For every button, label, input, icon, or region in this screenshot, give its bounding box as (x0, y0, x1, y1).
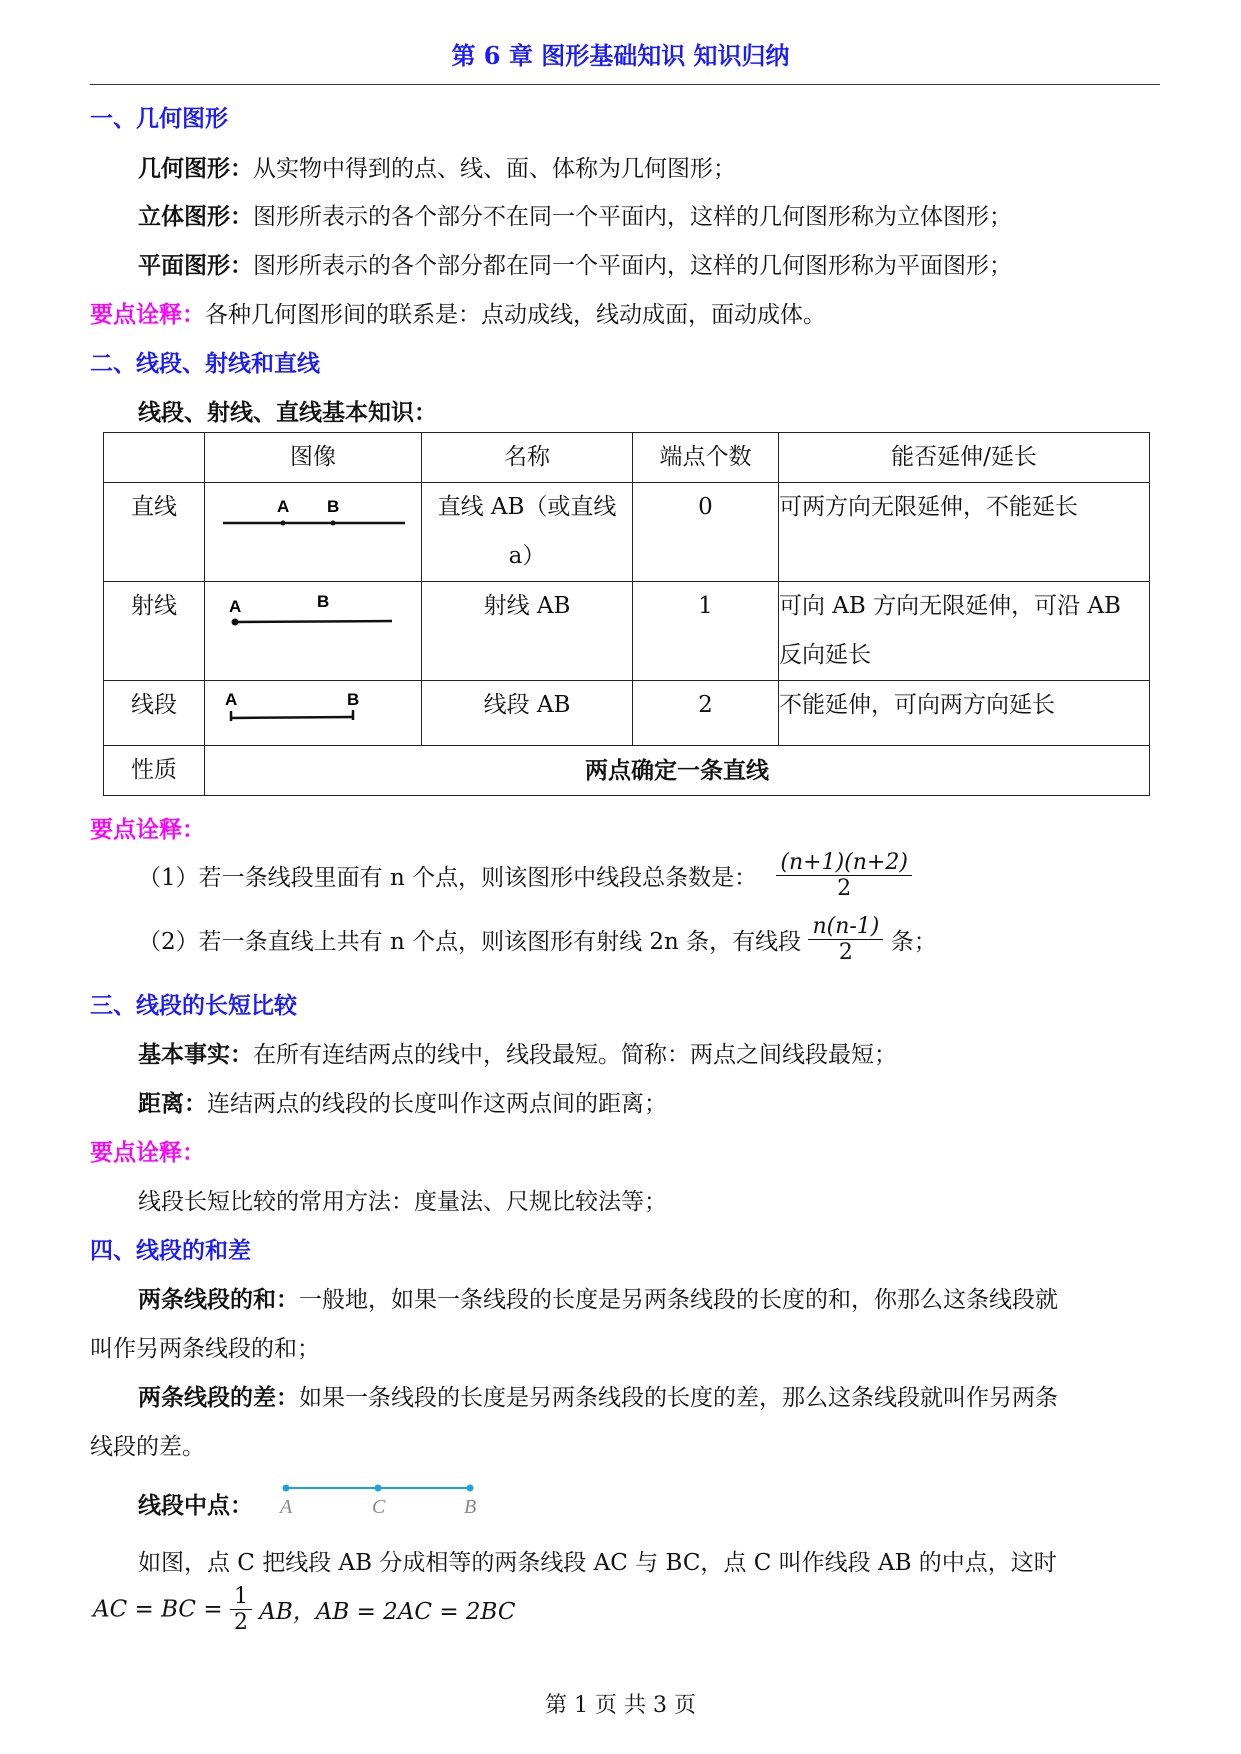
basic-fact (138, 1036, 897, 1069)
type-cell: 射线 (104, 582, 205, 681)
numerator: 1 (230, 1584, 252, 1610)
note-tail: 条； (890, 929, 937, 955)
segment-figure (205, 681, 421, 739)
property-row (104, 746, 1150, 796)
table-header-row (104, 433, 1150, 483)
point-label-b: B (327, 497, 340, 516)
image-cell (205, 582, 422, 681)
formula-left: AC = BC = (93, 1596, 223, 1623)
name-cell: 射线 AB (422, 582, 633, 681)
header-cell: 图像 (205, 433, 422, 483)
point-label-a: A (277, 497, 290, 516)
numerator: (n+1)(n+2) (776, 850, 912, 876)
line-figure (205, 483, 421, 553)
formula-right: AB，AB = 2AC = 2BC (259, 1599, 516, 1625)
note-text: （1）若一条线段里面有 n 个点，则该图形中线段总条数是： (138, 865, 758, 891)
sum-definition-line2: 叫作另两条线段的和； (90, 1336, 320, 1362)
table-row (104, 483, 1150, 582)
term: 平面图形： (138, 252, 253, 279)
name-cell: 线段 AB (422, 681, 633, 746)
term: 立体图形： (138, 203, 253, 230)
point-label-b: B (347, 690, 360, 709)
point-label-a: A (225, 690, 238, 709)
section-heading-1: 一、几何图形 (90, 105, 228, 132)
point-label-b: B (464, 1496, 477, 1518)
property-label: 性质 (104, 746, 205, 796)
header-cell (104, 433, 205, 483)
type-cell: 线段 (104, 681, 205, 746)
type-cell: 直线 (104, 483, 205, 582)
ends-cell: 0 (633, 483, 779, 582)
diff-definition-line2: 线段的差。 (90, 1434, 205, 1460)
definition-text: 连结两点的线段的长度叫作这两点间的距离； (207, 1091, 667, 1117)
note-1 (90, 296, 826, 329)
point-label-a: A (229, 597, 242, 616)
midpoint-term: 线段中点： (138, 1492, 253, 1519)
definition-text: 一般地，如果一条线段的长度是另两条线段的长度的和，你那么这条线段就 (299, 1287, 1058, 1313)
definition-geometric-figure (138, 150, 736, 183)
section-heading-3: 三、线段的长短比较 (90, 992, 297, 1019)
definition-solid-figure (138, 198, 1012, 231)
fraction (776, 850, 912, 901)
distance-definition (138, 1085, 667, 1118)
table-caption: 线段、射线、直线基本知识： (138, 399, 437, 426)
header-cell: 名称 (422, 433, 633, 483)
point-label-c: C (372, 1496, 386, 1518)
header-rule (90, 84, 1160, 85)
definition-plane-figure (138, 247, 1012, 280)
page-title: 第 6 章 图形基础知识 知识归纳 (451, 41, 790, 70)
extend-cell: 可两方向无限延伸，不能延长 (779, 483, 1150, 582)
note-label-2: 要点诠释： (90, 816, 205, 843)
name-cell: 直线 AB（或直线 a） (422, 483, 633, 582)
ends-cell: 2 (633, 681, 779, 746)
diff-definition-line1 (138, 1379, 1058, 1412)
note-label: 要点诠释： (90, 301, 205, 328)
note-label-3: 要点诠释： (90, 1139, 205, 1166)
extend-cell: 不能延伸，可向两方向延长 (779, 681, 1150, 746)
lines-table (103, 432, 1150, 796)
definition-text: 图形所表示的各个部分都在同一个平面内，这样的几何图形称为平面图形； (253, 253, 1012, 279)
header-cell: 能否延伸/延长 (779, 433, 1150, 483)
extend-cell: 可向 AB 方向无限延伸，可沿 AB 反向延长 (779, 582, 1150, 681)
term: 几何图形： (138, 155, 253, 182)
definition-text: 在所有连结两点的线中，线段最短。简称：两点之间线段最短； (253, 1042, 897, 1068)
header-cell: 端点个数 (633, 433, 779, 483)
note-text: （2）若一条直线上共有 n 个点，则该图形有射线 2n 条，有线段 (138, 929, 802, 955)
denominator: 2 (837, 876, 852, 901)
numerator: n(n-1) (808, 914, 883, 940)
point-label-a: A (280, 1496, 293, 1518)
midpoint-text: 如图，点 C 把线段 AB 分成相等的两条线段 AC 与 BC，点 C 叫作线段 AB 的中点，这时 (138, 1550, 1057, 1576)
sum-definition-line1 (138, 1281, 1058, 1314)
table-row (104, 681, 1150, 746)
note-2-item-2 (138, 914, 937, 965)
denominator: 2 (233, 1610, 248, 1635)
image-cell (205, 483, 422, 582)
definition-text: 如果一条线段的长度是另两条线段的长度的差，那么这条线段就叫作另两条 (299, 1385, 1058, 1411)
denominator: 2 (838, 940, 853, 965)
fraction (808, 914, 883, 965)
definition-text: 图形所表示的各个部分不在同一个平面内，这样的几何图形称为立体图形； (253, 204, 1012, 230)
section-heading-2: 二、线段、射线和直线 (90, 350, 320, 377)
midpoint-figure (270, 1476, 480, 1518)
term: 距离： (138, 1090, 207, 1117)
midpoint-formula (93, 1584, 515, 1635)
fraction (230, 1584, 252, 1635)
section-heading-4: 四、线段的和差 (90, 1237, 251, 1264)
ray-figure (205, 582, 421, 652)
image-cell (205, 681, 422, 746)
note-text: 各种几何图形间的联系是：点动成线，线动成面，面动成体。 (205, 302, 826, 328)
page-footer: 第 1 页 共 3 页 (545, 1693, 696, 1718)
note-3-text: 线段长短比较的常用方法：度量法、尺规比较法等； (138, 1189, 667, 1215)
term: 两条线段的差： (138, 1384, 299, 1411)
ends-cell: 1 (633, 582, 779, 681)
point-label-b: B (317, 592, 330, 611)
property-text: 两点确定一条直线 (205, 746, 1150, 796)
note-2-item-1 (138, 850, 912, 901)
term: 基本事实： (138, 1041, 253, 1068)
term: 两条线段的和： (138, 1286, 299, 1313)
table-row (104, 582, 1150, 681)
definition-text: 从实物中得到的点、线、面、体称为几何图形； (253, 156, 736, 182)
